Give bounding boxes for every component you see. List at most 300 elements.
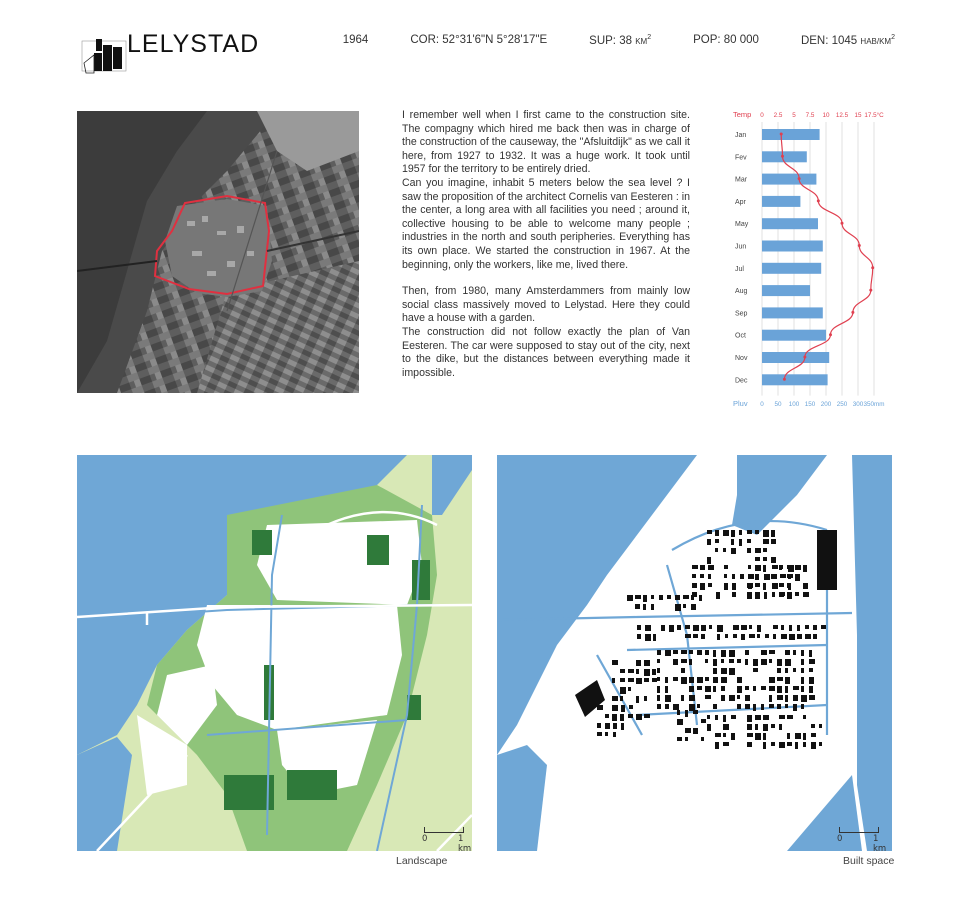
building-block — [811, 742, 816, 749]
building-block — [644, 660, 650, 666]
building-block — [689, 650, 693, 654]
building-block — [801, 650, 804, 656]
building-block — [747, 742, 752, 747]
building-block — [745, 704, 750, 709]
building-block — [803, 592, 809, 597]
building-block — [713, 668, 717, 674]
building-block — [731, 548, 736, 554]
building-block — [661, 625, 665, 631]
building-block — [701, 719, 706, 723]
building-block — [763, 742, 766, 749]
building-block — [819, 742, 822, 746]
building-block — [789, 625, 792, 631]
building-block — [763, 548, 767, 552]
building-block — [755, 548, 761, 553]
building-block — [764, 592, 767, 599]
building-block — [731, 530, 735, 537]
building-block — [651, 604, 654, 610]
building-block — [755, 530, 759, 534]
building-block — [793, 668, 796, 672]
building-block — [795, 733, 801, 739]
building-block — [721, 695, 725, 701]
building-block — [705, 686, 711, 692]
building-block — [651, 595, 654, 599]
building-block — [693, 728, 698, 734]
rain-axis-label: Pluv — [733, 399, 748, 408]
building-block — [689, 677, 694, 683]
temp-tick-label: 2.5 — [773, 112, 783, 119]
building-block — [715, 733, 721, 737]
building-block — [771, 530, 775, 537]
story-paragraph: The construction did not follow exactly the plan of Van Eesteren. The car were supposed to stay out of the city, next to the dike, but the distances between everything made it impossible. — [402, 325, 690, 379]
building-block — [612, 678, 615, 683]
month-label: Jan — [735, 132, 747, 139]
building-block — [805, 634, 811, 639]
building-block — [803, 742, 806, 747]
story-paragraph: Can you imagine, inhabit 5 meters below the sea level ? I saw the proposition of the architect Cornelis van Eesteren : in the center, a long area with all facilities you need ; around it, collective housing to be able to welcome many people ; industries in the north and south peripheries. Everything has its own place. We started the construction in 1967. At the beginning, only the workers, like me, lived there. — [402, 176, 690, 271]
surface-stat: SUP: 38 $KM^2$ — [589, 34, 652, 47]
building-block — [809, 659, 815, 664]
building-block — [697, 677, 703, 683]
building-block — [763, 724, 768, 731]
building-block — [637, 625, 641, 630]
temp-tick-label: 17.5°C — [864, 112, 884, 119]
rain-tick-label: 200 — [820, 401, 832, 408]
building-block — [737, 686, 742, 693]
building-block — [773, 634, 776, 639]
building-block — [769, 695, 772, 702]
building-block — [636, 714, 642, 720]
building-block — [636, 669, 639, 674]
building-block — [771, 724, 775, 728]
building-block — [785, 677, 790, 684]
building-block — [801, 686, 804, 692]
building-block — [620, 678, 625, 682]
building-block — [707, 715, 710, 719]
building-block — [795, 565, 801, 570]
building-block — [715, 539, 719, 543]
temperature-point — [783, 378, 786, 381]
building-block — [705, 659, 708, 663]
building-block — [708, 583, 712, 587]
building-block — [755, 592, 760, 599]
precipitation-bar — [762, 174, 816, 185]
building-block — [777, 677, 783, 681]
building-block — [771, 574, 777, 579]
building-block — [681, 650, 687, 654]
building-block — [761, 686, 766, 690]
rain-tick-label: 0 — [760, 401, 764, 408]
building-block — [793, 686, 799, 690]
building-block — [745, 650, 749, 655]
building-block — [597, 732, 602, 736]
building-block — [779, 742, 785, 748]
building-block — [729, 659, 734, 663]
month-label: Oct — [735, 332, 746, 340]
building-block — [683, 604, 686, 608]
building-block — [741, 634, 745, 640]
building-block — [779, 715, 785, 719]
building-block — [725, 634, 728, 638]
building-block — [645, 625, 651, 631]
building-block — [699, 595, 702, 601]
building-block — [793, 650, 796, 655]
building-block — [657, 686, 660, 693]
building-block — [795, 742, 798, 749]
building-block — [644, 714, 650, 718]
building-block — [724, 574, 727, 578]
temperature-point — [858, 244, 861, 247]
temp-tick-label: 15 — [854, 112, 862, 119]
building-block — [708, 574, 711, 579]
building-block — [723, 742, 729, 746]
building-block — [747, 530, 752, 534]
building-block — [708, 565, 714, 570]
building-block — [729, 695, 735, 701]
building-block — [665, 704, 669, 709]
building-block — [636, 660, 641, 666]
building-block — [657, 668, 660, 673]
building-block — [620, 687, 626, 694]
building-block — [620, 696, 623, 701]
building-block — [793, 695, 798, 701]
building-block — [681, 668, 685, 673]
building-block — [657, 677, 660, 681]
building-block — [705, 695, 711, 699]
month-label: Jul — [735, 265, 744, 273]
building-block — [787, 565, 792, 569]
building-block — [803, 583, 808, 589]
building-block — [747, 733, 753, 737]
aerial-photo — [77, 111, 359, 393]
building-block — [777, 659, 782, 666]
building-block — [635, 595, 641, 599]
rain-tick-label: 100 — [788, 401, 800, 408]
month-label: Mar — [735, 176, 748, 184]
building-block — [713, 677, 718, 683]
rain-tick-label: 300 — [852, 401, 864, 408]
building-block — [707, 557, 711, 564]
building-block — [629, 705, 633, 709]
building-block — [785, 668, 788, 673]
building-block — [691, 604, 696, 610]
building-block — [753, 686, 756, 691]
building-block — [673, 677, 678, 681]
building-block — [781, 634, 787, 639]
density-stat: DEN: 1045 HAB/$KM^2$ — [800, 34, 895, 47]
building-block — [635, 604, 640, 609]
temperature-point — [803, 356, 806, 359]
building-block — [675, 604, 681, 611]
temperature-point — [841, 222, 844, 225]
building-block — [723, 733, 726, 737]
building-block — [737, 677, 742, 683]
precipitation-bar — [762, 352, 829, 363]
building-block — [761, 650, 767, 655]
building-block — [709, 625, 712, 629]
building-block — [713, 704, 717, 709]
building-block — [715, 715, 718, 720]
building-block — [701, 737, 704, 741]
building-block — [715, 742, 719, 749]
building-block — [755, 733, 761, 740]
building-block — [795, 592, 799, 596]
building-block — [805, 625, 809, 629]
building-block — [689, 686, 694, 692]
building-block — [771, 742, 775, 746]
stats-bar — [343, 34, 895, 47]
building-block — [683, 595, 689, 599]
building-block — [773, 625, 778, 629]
building-block — [597, 723, 601, 728]
building-block — [761, 704, 764, 710]
page-title: LELYSTAD — [127, 30, 260, 58]
building-block — [721, 677, 727, 683]
building-block — [700, 583, 705, 590]
building-block — [801, 704, 804, 709]
building-block — [769, 659, 772, 663]
building-block — [636, 678, 642, 684]
building-block — [732, 592, 736, 597]
building-block — [801, 677, 804, 684]
building-block — [644, 669, 650, 676]
building-block — [761, 659, 767, 665]
building-block — [721, 668, 727, 674]
year-stat: 1964 — [342, 34, 369, 46]
building-block — [739, 539, 742, 546]
precipitation-bar — [762, 129, 820, 140]
month-label: May — [735, 221, 749, 229]
temp-tick-label: 0 — [760, 112, 764, 119]
temperature-point — [851, 311, 854, 314]
building-block — [700, 565, 705, 570]
building-block — [813, 634, 817, 639]
building-block — [779, 583, 784, 587]
building-block — [785, 659, 791, 666]
building-block — [755, 583, 760, 587]
building-block — [809, 677, 814, 684]
building-block — [677, 719, 683, 725]
building-block — [653, 634, 656, 641]
building-block — [747, 583, 753, 588]
building-block — [819, 724, 822, 728]
building-block — [763, 583, 766, 590]
building-block — [811, 724, 815, 728]
building-block — [765, 634, 769, 638]
building-block — [665, 695, 671, 702]
building-block — [707, 530, 712, 534]
precipitation-bar — [762, 196, 800, 207]
building-block — [801, 659, 804, 665]
temperature-point — [798, 177, 801, 180]
building-block — [717, 634, 720, 640]
building-block — [697, 650, 702, 655]
building-block — [789, 634, 795, 640]
rain-tick-label: 250 — [836, 401, 848, 408]
building-block — [763, 715, 769, 720]
building-block — [769, 677, 775, 683]
building-block — [701, 634, 705, 639]
building-block — [755, 724, 758, 730]
temperature-point — [829, 333, 832, 336]
building-block — [723, 715, 726, 722]
building-block — [785, 686, 788, 693]
building-block — [747, 715, 752, 722]
rain-tick-label: 350mm — [863, 401, 885, 408]
building-block — [731, 539, 734, 545]
temperature-point — [781, 155, 784, 158]
landscape-caption: Landscape — [396, 855, 448, 867]
building-block — [787, 592, 792, 599]
temp-axis-label: Temp — [733, 110, 752, 119]
building-block — [769, 686, 775, 691]
building-block — [645, 634, 651, 641]
building-block — [757, 634, 760, 638]
building-block — [753, 659, 758, 666]
building-block — [737, 704, 741, 709]
building-block — [673, 659, 678, 665]
building-block — [692, 583, 697, 588]
building-block — [643, 604, 646, 610]
building-block — [777, 668, 781, 673]
building-block — [741, 625, 747, 630]
building-block — [605, 714, 609, 718]
building-block — [700, 574, 704, 578]
building-block — [809, 695, 815, 700]
building-block — [692, 574, 696, 578]
building-block — [643, 595, 647, 602]
building-block — [689, 659, 692, 665]
building-block — [644, 696, 647, 701]
building-block — [753, 704, 756, 711]
building-block — [612, 696, 618, 701]
month-label: Nov — [735, 355, 748, 362]
month-label: Fev — [735, 154, 747, 162]
building-block — [793, 704, 797, 711]
lelystad-logo-icon — [80, 33, 128, 75]
building-block — [769, 704, 774, 708]
building-block — [627, 595, 633, 601]
building-block — [628, 669, 634, 673]
building-block — [715, 530, 719, 536]
building-block — [665, 686, 668, 693]
building-block — [613, 705, 616, 710]
building-block — [737, 659, 741, 663]
building-block — [685, 710, 688, 717]
building-block — [785, 650, 790, 655]
building-block — [673, 704, 679, 710]
building-block — [689, 704, 695, 711]
building-block — [621, 705, 625, 712]
building-block — [713, 659, 717, 666]
building-block — [729, 650, 735, 657]
landscape-map: 0 1 km — [77, 455, 472, 851]
building-block — [813, 625, 817, 630]
building-block — [637, 634, 641, 639]
building-block — [809, 686, 813, 693]
building-block — [740, 574, 744, 579]
temperature-point — [869, 289, 872, 292]
building-block — [693, 710, 698, 714]
building-block — [713, 686, 716, 692]
building-block — [747, 724, 752, 730]
building-block — [685, 728, 691, 733]
building-block — [705, 677, 709, 681]
building-block — [801, 695, 807, 702]
coordinates-stat: COR: 52°31'6"N 5°28'17"E — [410, 34, 548, 46]
climate-chart — [732, 108, 902, 408]
building-block — [613, 732, 616, 737]
building-block — [657, 650, 661, 655]
month-label: Dec — [735, 377, 748, 385]
building-block — [659, 595, 663, 600]
building-block — [677, 737, 682, 741]
building-block — [681, 659, 687, 663]
building-block — [809, 650, 812, 657]
building-block — [821, 625, 826, 629]
built-space-map: 0 1 km — [497, 455, 892, 851]
building-block — [677, 710, 680, 715]
building-block — [605, 723, 610, 729]
building-block — [715, 548, 718, 552]
building-block — [777, 686, 782, 693]
building-block — [748, 565, 751, 569]
precipitation-bar — [762, 241, 823, 252]
building-block — [675, 595, 680, 600]
building-block — [737, 695, 740, 699]
month-label: Apr — [735, 198, 746, 206]
building-block — [685, 737, 688, 741]
building-block — [747, 548, 751, 553]
building-block — [787, 742, 792, 746]
building-block — [705, 650, 709, 655]
temperature-point — [780, 133, 783, 136]
precipitation-bar — [762, 285, 810, 296]
building-block — [787, 733, 790, 739]
building-block — [749, 634, 755, 638]
building-block — [701, 625, 706, 631]
building-block — [779, 592, 784, 597]
temperature-point — [817, 199, 820, 202]
building-block — [801, 668, 804, 673]
building-block — [779, 565, 782, 570]
building-block — [772, 565, 778, 569]
building-block — [693, 625, 699, 631]
building-block — [620, 669, 625, 673]
building-block — [657, 695, 660, 701]
building-block — [685, 625, 690, 629]
building-block — [797, 634, 802, 639]
building-block — [652, 669, 656, 675]
building-block — [811, 733, 816, 737]
building-block — [745, 659, 748, 665]
building-block — [612, 660, 618, 665]
precipitation-bar — [762, 374, 828, 385]
building-block — [780, 574, 786, 578]
building-block — [721, 686, 725, 691]
building-block — [779, 724, 782, 730]
building-block — [692, 565, 698, 569]
building-block — [657, 704, 661, 709]
building-block — [809, 668, 813, 672]
building-block — [803, 715, 806, 719]
temperature-line — [781, 134, 873, 379]
building-block — [697, 686, 702, 690]
building-block — [732, 583, 736, 590]
building-block — [803, 733, 806, 740]
building-block — [772, 592, 775, 597]
building-block — [787, 574, 793, 578]
